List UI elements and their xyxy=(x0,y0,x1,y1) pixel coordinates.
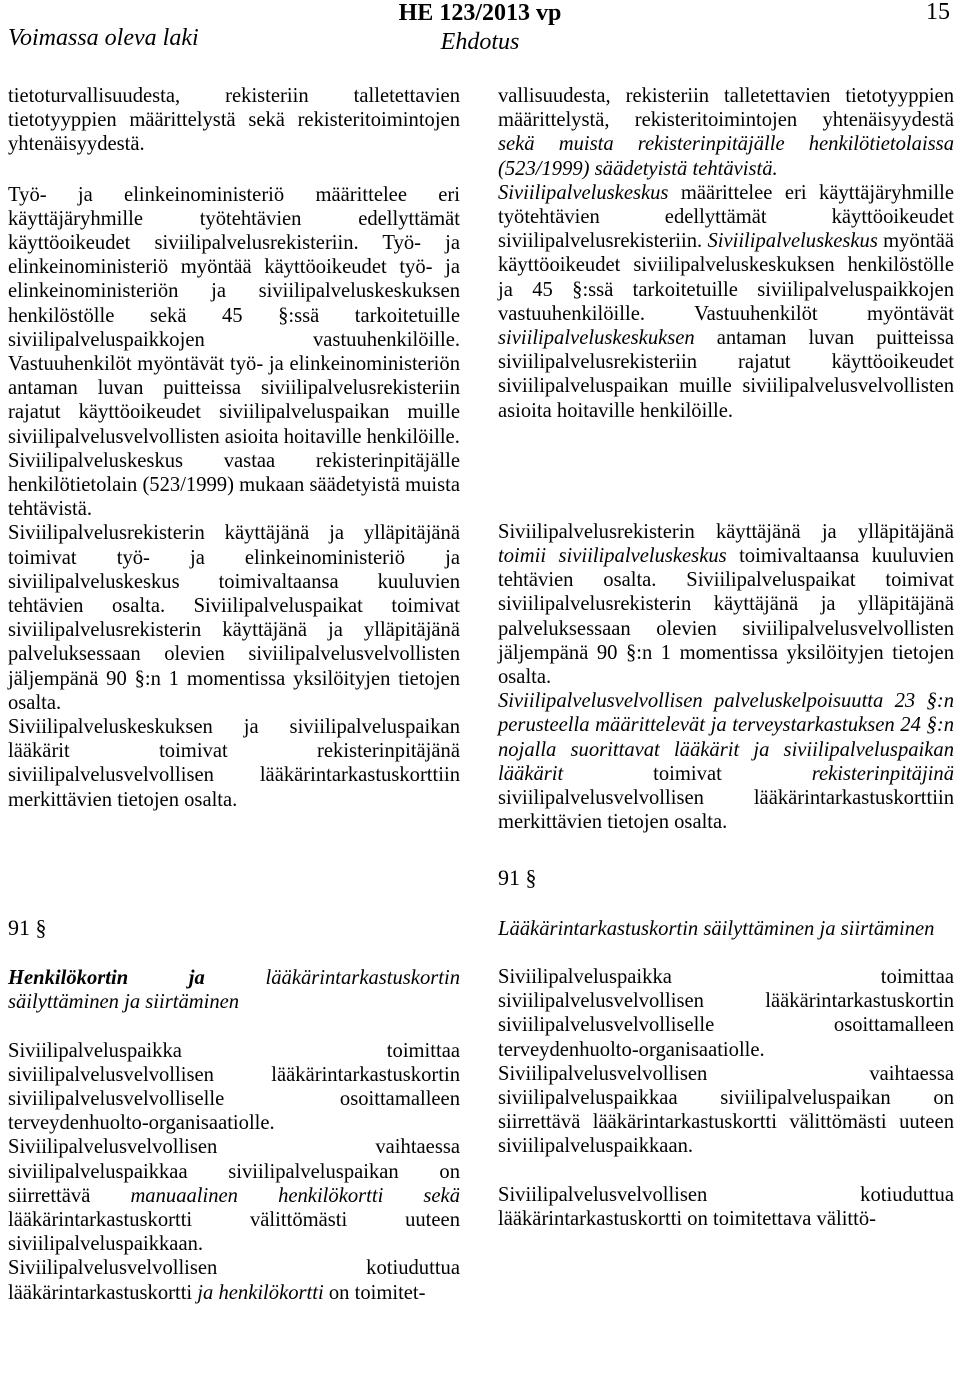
paragraph: Työ- ja elinkeinoministeriö määrittelee eri käyttäjäryhmille työtehtävien edellyttämät käyttöoikeudet siviilipalvelusrekisteriin. Työ- ja elinkeinoministeriö myöntää käyttöoikeudet työ- ja elinkeinoministeriön ja siviilipalveluskeskuksen henkilöstölle sekä 45 §:ssä tarkoitetuille siviilipalveluspaikkojen vastuuhenkilöille. Vastuuhenkilöt myöntävät työ- ja elinkeinoministeriön antaman luvan puitteissa siviilipalvelusrekisteriin rajatut käyttöoikeudet siviilipalveluspaikan muille siviilipalvelusvelvollisten asioita hoitaville henkilöille. xyxy=(8,183,460,448)
page-header xyxy=(0,0,960,60)
paragraph: Siviilipalvelusvelvollisen kotiuduttua lääkärintarkastuskortti on toimitettava välittö- xyxy=(498,1183,954,1230)
paragraph: Siviilipalvelusvelvollisen palveluskelpoisuutta 23 §:n perusteella määrittelevät ja terveystarkastuksen 24 §:n nojalla suorittavat lääkärit ja siviilipalveluspaikan lääkärit toimivat rekisterinpitäjinä siviilipalvelusvelvollisen lääkärintarkastuskorttiin merkittävien tietojen osalta. xyxy=(498,690,954,834)
paragraph: Siviilipalveluspaikka toimittaa siviilipalvelusvelvollisen lääkärintarkastuskortin siviilipalvelusvelvolliselle osoittamalleen terveydenhuolto-organisaatiolle. xyxy=(498,965,954,1061)
proposal-column xyxy=(498,84,954,1231)
current-law-label: Voimassa oleva laki xyxy=(8,25,199,51)
paragraph: Siviilipalvelusrekisterin käyttäjänä ja ylläpitäjänä toimivat työ- ja elinkeinoministeriö ja siviilipalveluskeskus toimivaltaansa kuuluvien tehtävien osalta. Siviilipalveluspaikat toimivat siviilipalvelusrekisterin käyttäjänä ja ylläpitäjänä palveluksessaan olevien siviilipalvelusvelvollisten jäljempänä 90 §:n 1 momentissa yksilöityjen tietojen osalta. xyxy=(8,522,460,714)
current-law-column xyxy=(8,84,460,1305)
paragraph: Siviilipalvelusvelvollisen vaihtaessa siviilipalveluspaikkaa siviilipalveluspaikan on siirrettävä lääkärintarkastuskortti välittömästi uuteen siviilipalveluspaikkaan. xyxy=(498,1062,954,1158)
section-number: 91 § xyxy=(8,914,47,940)
section-title: Lääkärintarkastuskortin säilyttäminen ja siirtäminen xyxy=(498,917,935,940)
paragraph: Siviilipalvelusvelvollisen vaihtaessa siviilipalveluspaikkaa siviilipalveluspaikan on siirrettävä manuaalinen henkilökortti sekä lääkärintarkastuskortti välittömästi uuteen siviilipalveluspaikkaan. xyxy=(8,1136,460,1256)
paragraph: Siviilipalveluspaikka toimittaa siviilipalvelusvelvollisen lääkärintarkastuskortin siviilipalvelusvelvolliselle osoittamalleen terveydenhuolto-organisaatiolle. xyxy=(8,1039,460,1135)
paragraph: Siviilipalvelusrekisterin käyttäjänä ja ylläpitäjänä toimii siviilipalveluskeskus toimivaltaansa kuuluvien tehtävien osalta. Siviilipalveluspaikat toimivat siviilipalvelusrekisterin käyttäjänä ja ylläpitäjänä palveluksessaan olevien siviilipalvelusvelvollisten jäljempänä 90 §:n 1 momentissa yksilöityjen tietojen osalta. xyxy=(498,520,954,689)
section-number: 91 § xyxy=(498,865,537,891)
paragraph: vallisuudesta, rekisteriin talletettavien tietotyyppien määrittelystä, rekisteritoimintojen yhtenäisyydestä sekä muista rekisterinpitäjälle henkilötietolaissa (523/1999) säädetyistä tehtävistä. xyxy=(498,85,954,180)
paragraph: Siviilipalveluskeskuksen ja siviilipalveluspaikan lääkärit toimivat rekisterinpitäjänä siviilipalvelusvelvollisen lääkärintarkastuskorttiin merkittävien tietojen osalta. xyxy=(8,716,460,811)
section-title xyxy=(8,966,460,1014)
page-number: 15 xyxy=(926,0,950,25)
section-title-rest: lääkärintarkastuskortin säilyttäminen ja siirtäminen xyxy=(8,967,460,1014)
header-center xyxy=(380,0,580,57)
proposal-label: Ehdotus xyxy=(440,29,520,55)
section-title-bold: Henkilökortin ja xyxy=(8,967,205,990)
paragraph: Siviilipalveluskeskus vastaa rekisterinpitäjälle henkilötietolain (523/1999) mukaan säädetyistä muista tehtävistä. xyxy=(8,449,460,521)
paragraph: tietoturvallisuudesta, rekisteriin talletettavien tietotyyppien määrittelystä sekä rekisteritoimintojen yhtenäisyydestä. xyxy=(8,85,460,156)
paragraph: Siviilipalvelusvelvollisen kotiuduttua lääkärintarkastuskortti ja henkilökortti on toimitet- xyxy=(8,1257,460,1304)
document-id: HE 123/2013 vp xyxy=(398,0,562,26)
paragraph: Siviilipalveluskeskus määrittelee eri käyttäjäryhmille työtehtävien edellyttämät käyttöoikeudet siviilipalvelusrekisteriin. Siviilipalveluskeskus myöntää käyttöoikeudet siviilipalveluskeskuksen henkilöstölle ja 45 §:ssä tarkoitetuille siviilipalveluspaikkojen vastuuhenkilöille. Vastuuhenkilöt myöntävät siviilipalveluskeskuksen antaman luvan puitteissa siviilipalvelusrekisteriin rajatut käyttöoikeudet siviilipalveluspaikan muille siviilipalvelusvelvollisten asioita hoitaville henkilöille. xyxy=(498,181,955,422)
